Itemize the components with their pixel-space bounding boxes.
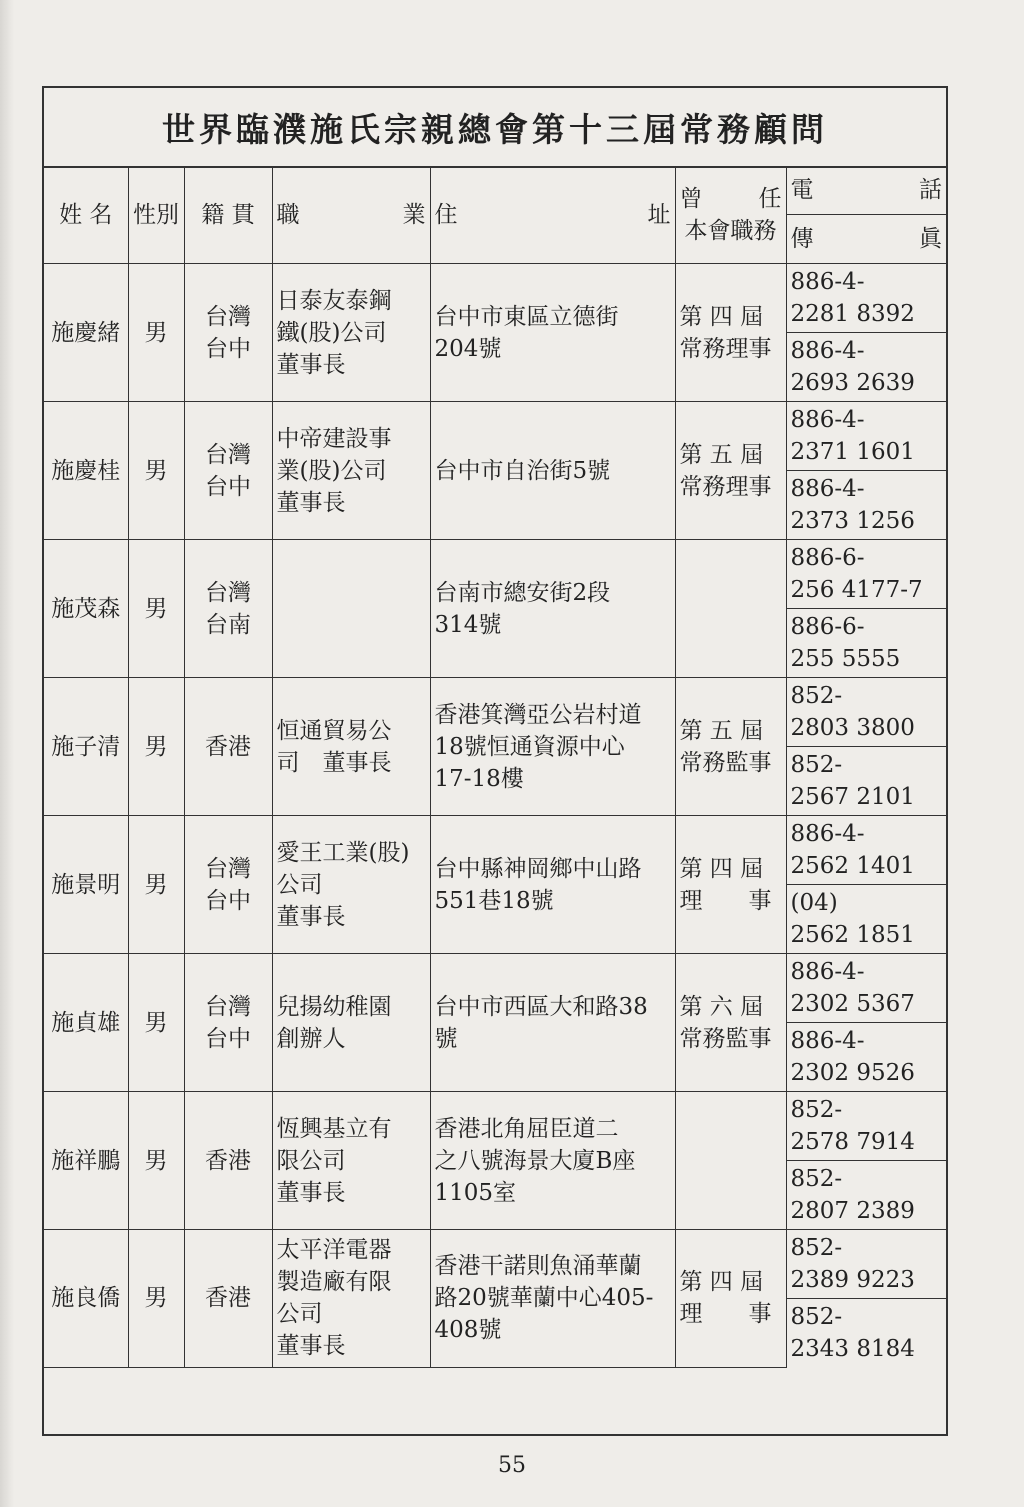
fax-cell: 886-4- 2302 9526: [786, 1023, 946, 1092]
gender-cell: 男: [128, 1230, 184, 1368]
phone-cell: 852- 2803 3800: [786, 678, 946, 747]
header-origin: 籍 貫: [184, 166, 272, 264]
header-row: [44, 166, 946, 215]
table-row: [44, 954, 946, 1023]
fax-cell: 886-4- 2693 2639: [786, 333, 946, 402]
origin-cell: 香港: [184, 1092, 272, 1230]
header-address: 住 址: [430, 166, 675, 264]
advisor-table: [44, 166, 946, 1368]
table-frame: [42, 86, 948, 1436]
occupation-cell: 兒揚幼稚園 創辦人: [272, 954, 430, 1092]
gender-cell: 男: [128, 954, 184, 1092]
occupation-cell: 中帝建設事 業(股)公司 董事長: [272, 402, 430, 540]
gender-cell: 男: [128, 402, 184, 540]
fax-cell: (04) 2562 1851: [786, 885, 946, 954]
header-occupation: 職 業: [272, 166, 430, 264]
address-cell: 台中市東區立德街 204號: [430, 264, 675, 402]
role-cell: 第 六 屆 常務監事: [675, 954, 786, 1092]
table-row: [44, 1092, 946, 1161]
phone-cell: 852- 2578 7914: [786, 1092, 946, 1161]
page-number: 55: [498, 1453, 526, 1478]
name-cell: 施子清: [44, 678, 128, 816]
table-row: [44, 540, 946, 609]
occupation-cell: 恒通貿易公 司 董事長: [272, 678, 430, 816]
address-cell: 台中縣神岡鄉中山路 551巷18號: [430, 816, 675, 954]
gender-cell: 男: [128, 1092, 184, 1230]
address-cell: 香港箕灣亞公岩村道 18號恒通資源中心 17-18樓: [430, 678, 675, 816]
table-row: [44, 678, 946, 747]
role-cell: 第 四 屆 理 事: [675, 816, 786, 954]
fax-cell: 886-6- 255 5555: [786, 609, 946, 678]
occupation-cell: 恆興基立有 限公司 董事長: [272, 1092, 430, 1230]
gender-cell: 男: [128, 264, 184, 402]
phone-cell: 886-4- 2371 1601: [786, 402, 946, 471]
address-cell: 台南市總安街2段 314號: [430, 540, 675, 678]
address-cell: 香港干諾則魚涌華蘭 路20號華蘭中心405- 408號: [430, 1230, 675, 1368]
phone-cell: 886-4- 2302 5367: [786, 954, 946, 1023]
origin-cell: 香港: [184, 1230, 272, 1368]
name-cell: 施貞雄: [44, 954, 128, 1092]
origin-cell: 香港: [184, 678, 272, 816]
origin-cell: 台灣 台中: [184, 816, 272, 954]
name-cell: 施祥鵬: [44, 1092, 128, 1230]
occupation-cell: [272, 540, 430, 678]
address-cell: 台中市自治街5號: [430, 402, 675, 540]
name-cell: 施景明: [44, 816, 128, 954]
gender-cell: 男: [128, 816, 184, 954]
origin-cell: 台灣 台中: [184, 264, 272, 402]
occupation-cell: 愛王工業(股) 公司 董事長: [272, 816, 430, 954]
table-row: [44, 402, 946, 471]
name-cell: 施慶緒: [44, 264, 128, 402]
name-cell: 施茂森: [44, 540, 128, 678]
header-phone: 電 話: [786, 166, 946, 215]
phone-cell: 852- 2389 9223: [786, 1230, 946, 1299]
gender-cell: 男: [128, 678, 184, 816]
role-cell: 第 四 屆 常務理事: [675, 264, 786, 402]
scan-edge: [0, 0, 14, 1507]
header-fax: 傳 眞: [786, 215, 946, 264]
table-row: [44, 816, 946, 885]
fax-cell: 852- 2807 2389: [786, 1161, 946, 1230]
origin-cell: 台灣 台中: [184, 402, 272, 540]
phone-cell: 886-4- 2562 1401: [786, 816, 946, 885]
origin-cell: 台灣 台南: [184, 540, 272, 678]
page-title: 世界臨濮施氏宗親總會第十三屆常務顧問: [44, 88, 946, 168]
header-role: 曾 任 本會職務: [675, 166, 786, 264]
origin-cell: 台灣 台中: [184, 954, 272, 1092]
role-cell: 第 五 屆 常務監事: [675, 678, 786, 816]
fax-cell: 852- 2343 8184: [786, 1299, 946, 1368]
table-row: [44, 264, 946, 333]
name-cell: 施良僑: [44, 1230, 128, 1368]
occupation-cell: 日泰友泰鋼 鐵(股)公司 董事長: [272, 264, 430, 402]
role-cell: [675, 1092, 786, 1230]
address-cell: 香港北角屈臣道二 之八號海景大廈B座 1105室: [430, 1092, 675, 1230]
phone-cell: 886-6- 256 4177-7: [786, 540, 946, 609]
fax-cell: 886-4- 2373 1256: [786, 471, 946, 540]
fax-cell: 852- 2567 2101: [786, 747, 946, 816]
occupation-cell: 太平洋電器 製造廠有限 公司 董事長: [272, 1230, 430, 1368]
name-cell: 施慶桂: [44, 402, 128, 540]
header-gender: 性別: [128, 166, 184, 264]
role-cell: 第 四 屆 理 事: [675, 1230, 786, 1368]
role-cell: [675, 540, 786, 678]
address-cell: 台中市西區大和路38 號: [430, 954, 675, 1092]
role-cell: 第 五 屆 常務理事: [675, 402, 786, 540]
table-row: [44, 1230, 946, 1299]
header-name: 姓 名: [44, 166, 128, 264]
gender-cell: 男: [128, 540, 184, 678]
phone-cell: 886-4- 2281 8392: [786, 264, 946, 333]
